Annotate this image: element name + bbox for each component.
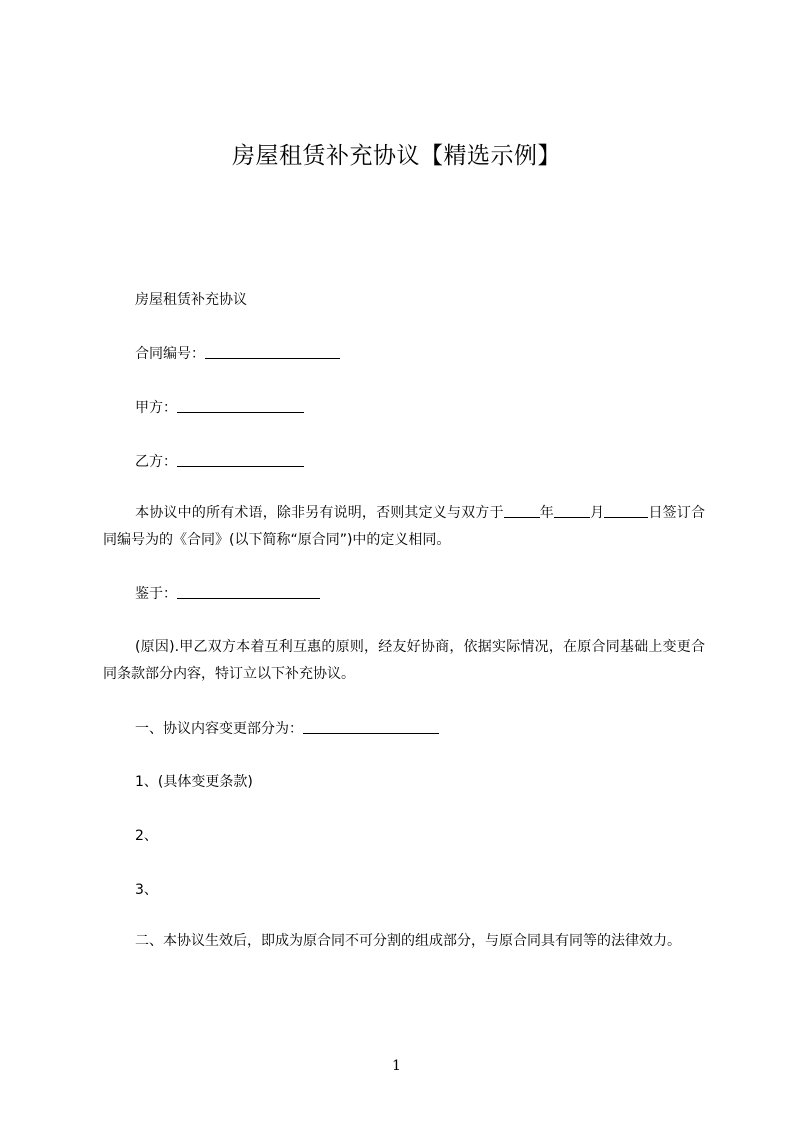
item-1: 1、(具体变更条款): [135, 774, 253, 790]
reason-paragraph: [103, 634, 705, 688]
clause-2-text: 二、本协议生效后，即成为原合同不可分割的组成部分，与原合同具有同等的法律效力。: [135, 933, 681, 949]
clause-2-paragraph: [103, 928, 705, 955]
month-blank[interactable]: [554, 503, 590, 518]
clause-1-label: 一、协议内容变更部分为：: [135, 721, 303, 737]
contract-number-blank[interactable]: [205, 344, 340, 359]
contract-number-label: 合同编号：: [135, 346, 205, 362]
month-label: 月: [589, 505, 605, 521]
year-blank[interactable]: [504, 503, 540, 518]
whereas-label: 鉴于：: [135, 586, 177, 602]
document-subtitle: 房屋租赁补充协议: [135, 292, 247, 308]
clause-1-blank[interactable]: [303, 719, 439, 734]
clause-1-line: [135, 719, 439, 739]
party-b-blank[interactable]: [177, 452, 304, 467]
party-b-label: 乙方：: [135, 454, 177, 470]
whereas-line: [135, 584, 320, 604]
item-3: 3、: [135, 882, 158, 898]
definitions-text-part1: 本协议中的所有术语，除非另有说明，否则其定义与双方于: [135, 505, 504, 521]
reason-text: (原因).甲乙双方本着互利互惠的原则，经友好协商，依据实际情况，在原合同基础上变更合同条款部分内容，特订立以下补充协议。: [103, 639, 705, 682]
party-a-label: 甲方：: [135, 400, 177, 416]
day-blank[interactable]: [604, 503, 648, 518]
page-number: 1: [392, 1058, 401, 1074]
definitions-paragraph: [103, 500, 705, 554]
document-title: 房屋租赁补充协议【精选示例】: [232, 143, 561, 169]
whereas-blank[interactable]: [177, 584, 320, 599]
party-b-line: [135, 452, 304, 472]
party-a-line: [135, 398, 304, 418]
party-a-blank[interactable]: [177, 398, 304, 413]
definitions-text-part2: 日签订合同编号为的《合同》(以下简称“原合同”)中的定义相同。: [103, 505, 706, 548]
item-2: 2、: [135, 828, 158, 844]
contract-number-line: [135, 344, 340, 364]
year-label: 年: [539, 505, 554, 521]
